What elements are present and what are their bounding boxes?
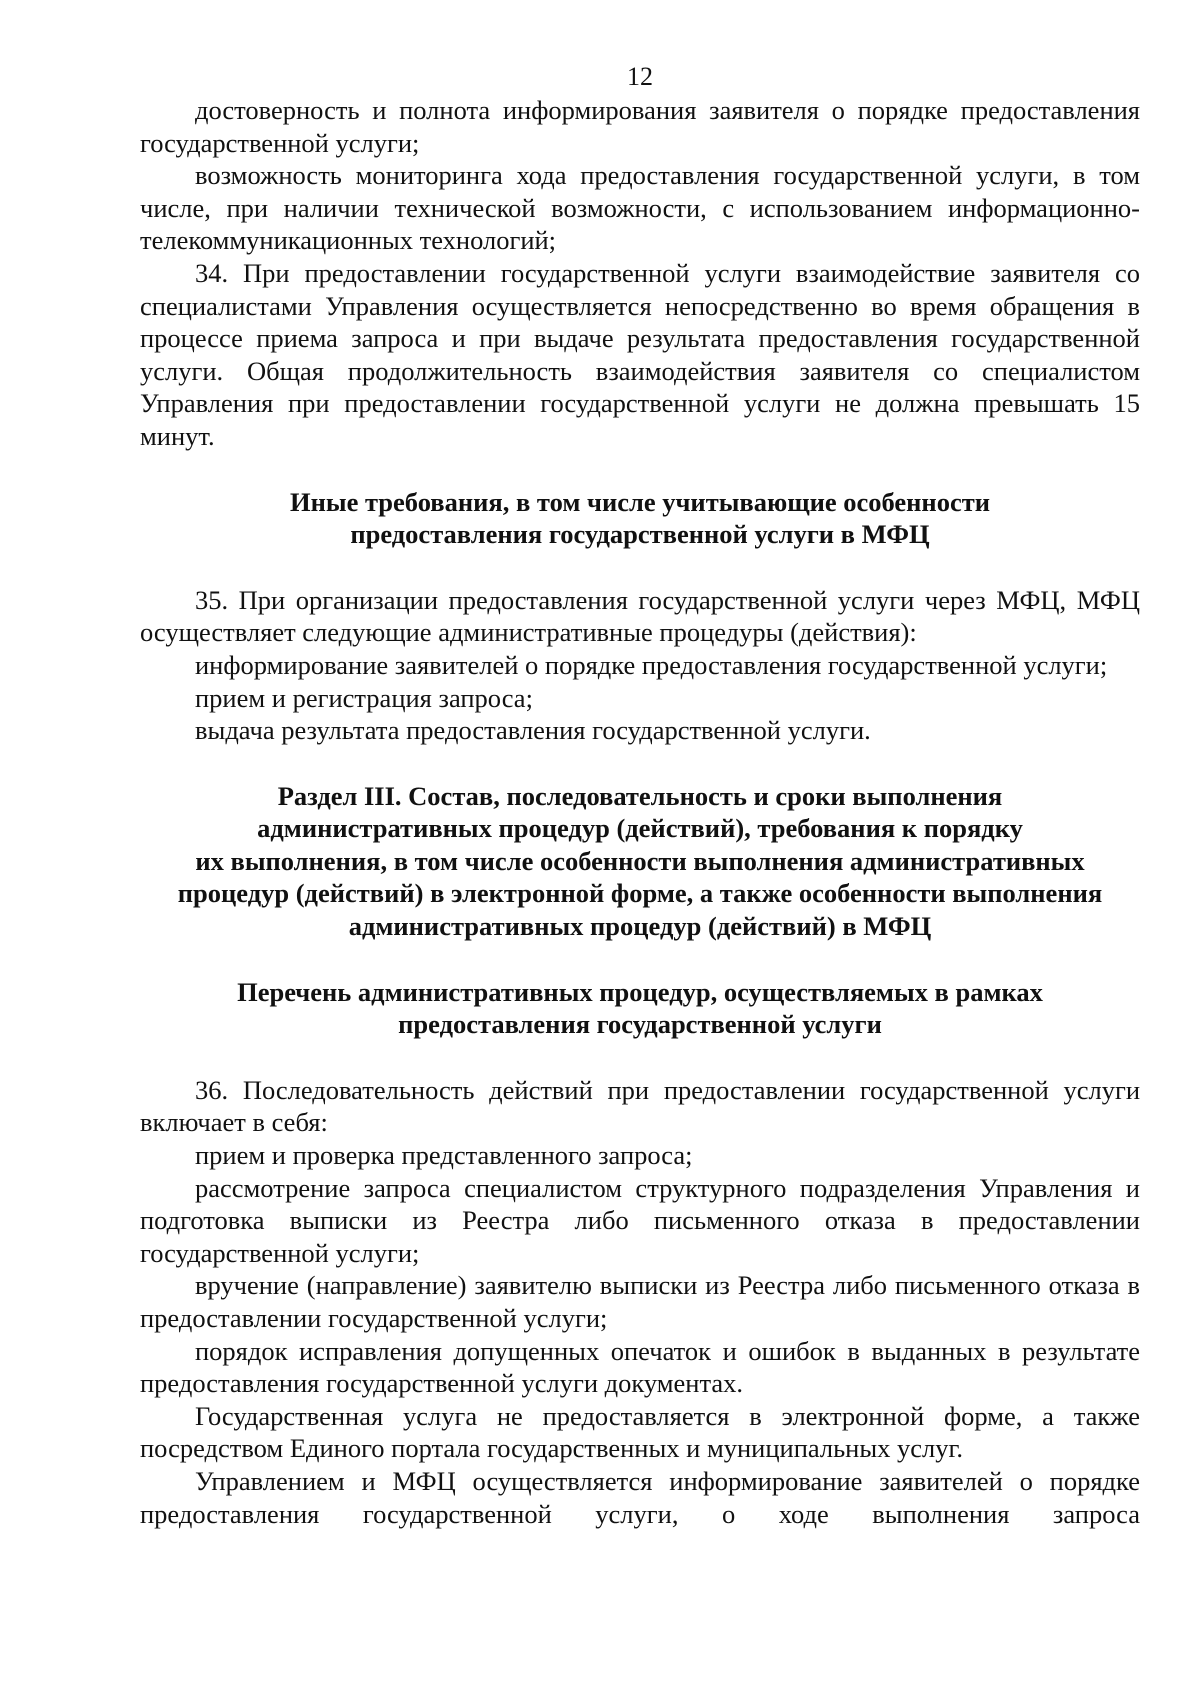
paragraph: Управлением и МФЦ осуществляется информирование заявителей о порядке предоставления государственной услуги, о ходе выполнения запроса xyxy=(140,1465,1140,1529)
paragraph: 35. При организации предоставления государственной услуги через МФЦ, МФЦ осуществляет следующие административные процедуры (действия): xyxy=(140,584,1140,648)
paragraph: выдача результата предоставления государственной услуги. xyxy=(195,715,871,746)
paragraph: достоверность и полнота информирования заявителя о порядке предоставления государственной услуги; xyxy=(140,95,1140,158)
heading-line: Иные требования, в том числе учитывающие особенности xyxy=(290,486,990,517)
heading-line: их выполнения, в том числе особенности выполнения административных xyxy=(195,845,1085,876)
heading-line: административных процедур (действий), требования к порядку xyxy=(257,813,1023,844)
page-number: 12 xyxy=(627,62,653,91)
paragraph: вручение (направление) заявителю выписки из Реестра либо письменного отказа в предоставлении государственной услуги; xyxy=(140,1270,1140,1333)
heading-line: административных процедур (действий) в МФЦ xyxy=(348,911,932,942)
paragraph: 36. Последовательность действий при предоставлении государственной услуги включает в себя: xyxy=(140,1074,1140,1138)
paragraph: прием и регистрация запроса; xyxy=(195,682,533,713)
document-page xyxy=(140,62,1140,1530)
section-heading xyxy=(140,780,1140,943)
heading-line: предоставления государственной услуги xyxy=(398,1009,882,1040)
heading-line: Раздел III. Состав, последовательность и сроки выполнения xyxy=(277,780,1003,811)
heading-line: Перечень административных процедур, осуществляемых в рамках xyxy=(237,976,1043,1007)
paragraph: информирование заявителей о порядке предоставления государственной услуги; xyxy=(195,649,1108,680)
subsection-heading xyxy=(140,976,1140,1041)
heading-line: процедур (действий) в электронной форме, а также особенности выполнения xyxy=(177,878,1103,909)
paragraph: возможность мониторинга хода предоставления государственной услуги, в том числе, при наличии технической возможности, с использованием информационно-телекоммуникационных технологий; xyxy=(140,160,1140,256)
paragraph: прием и проверка представленного запроса; xyxy=(195,1140,693,1171)
paragraph: рассмотрение запроса специалистом структурного подразделения Управления и подготовка выписки из Реестра либо письменного отказа в предоставлении государственной услуги; xyxy=(140,1172,1140,1268)
section-heading xyxy=(140,486,1140,551)
paragraph: 34. При предоставлении государственной услуги взаимодействие заявителя со специалистами Управления осуществляется непосредственно во время обращения в процессе приема запроса и при выдаче результата предоставления государственной услуги. Общая продолжительность взаимодействия заявителя со специалистом Управления при предоставлении государственной услуги не должна превышать 15 минут. xyxy=(140,257,1140,451)
heading-line: предоставления государственной услуги в МФЦ xyxy=(350,519,930,550)
paragraph: Государственная услуга не предоставляется в электронной форме, а также посредством Единого портала государственных и муниципальных услуг. xyxy=(140,1400,1140,1464)
paragraph: порядок исправления допущенных опечаток и ошибок в выданных в результате предоставления государственной услуги документах. xyxy=(140,1335,1140,1399)
